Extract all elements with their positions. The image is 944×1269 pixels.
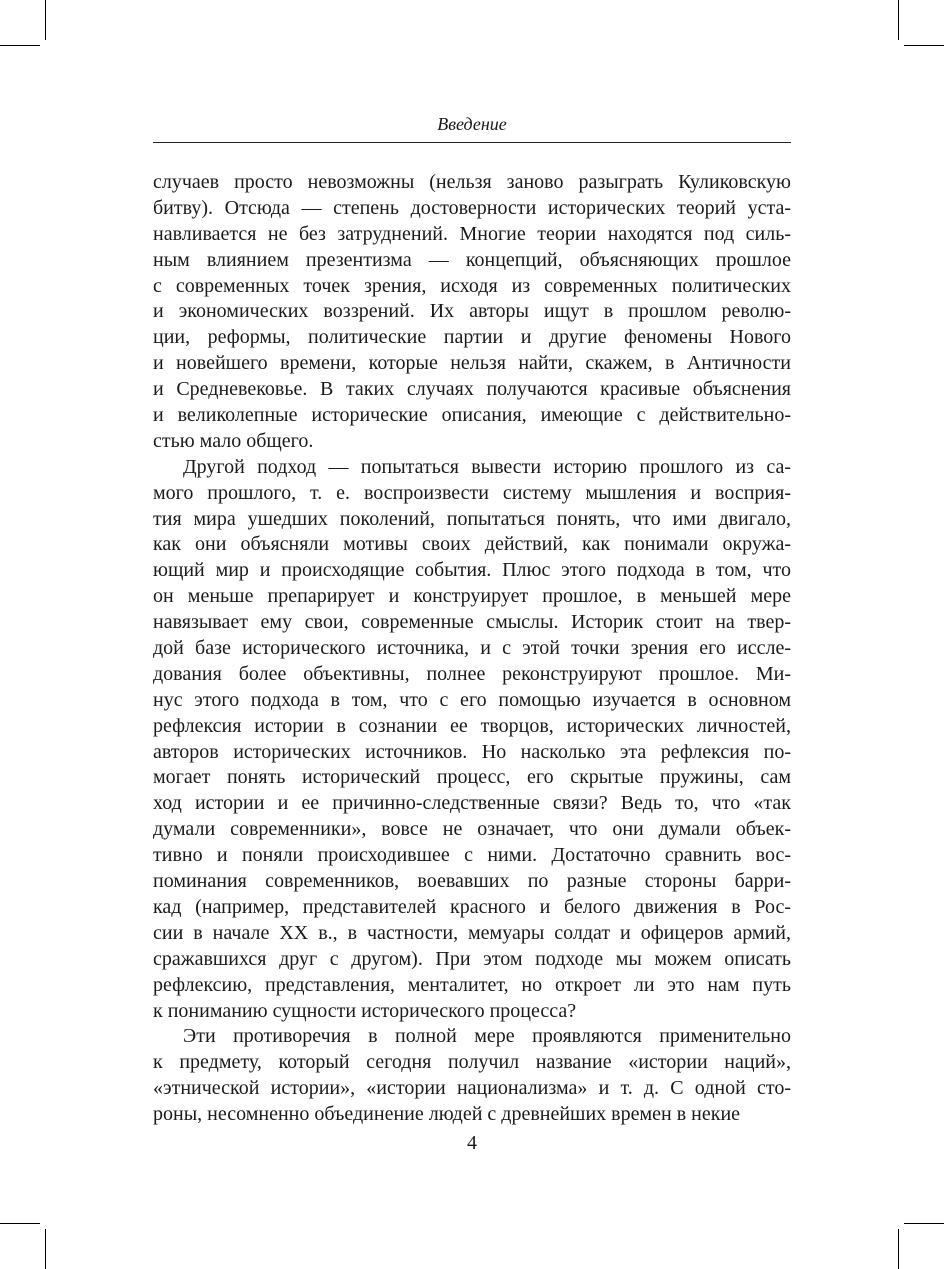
- text-line: ным влиянием презентизма — концепций, объясняющих прошлое: [153, 248, 791, 271]
- text-line: случаев просто невозможны (нельзя заново разыграть Куликовскую: [153, 171, 791, 193]
- text-line: поминания современников, воевавших по разные стороны барри-: [153, 870, 791, 893]
- text-line: дой базе исторического источника, и с этой точки зрения его иссле-: [153, 637, 791, 660]
- text-line: как они объясняли мотивы своих действий, как понимали окружа-: [153, 533, 791, 556]
- crop-mark-bottom-left-h: [0, 1223, 40, 1224]
- page-number: 4: [467, 1132, 477, 1154]
- paragraph: [153, 170, 791, 455]
- text-line: мого прошлого, т. е. воспроизвести систему мышления и восприя-: [153, 481, 791, 504]
- text-line: и Средневековье. В таких случаях получаются красивые объяснения: [153, 378, 791, 401]
- paragraph: [153, 1024, 791, 1128]
- running-head: Введение: [437, 114, 507, 134]
- text-line: и экономических воззрений. Их авторы ищут в прошлом револю-: [153, 300, 791, 323]
- text-line: рефлексию, представления, менталитет, но откроет ли это нам путь: [153, 973, 791, 996]
- text-line: и великолепные исторические описания, имеющие с действительно-: [153, 404, 791, 427]
- text-line: навязывает ему свои, современные смыслы. Историк стоит на твер-: [153, 611, 791, 634]
- text-line: навливается не без затруднений. Многие теории находятся под силь-: [153, 222, 791, 245]
- text-line: битву). Отсюда — степень достоверности исторических теорий уста-: [153, 196, 791, 219]
- paragraph: [153, 455, 791, 1025]
- text-line: могает понять исторический процесс, его скрытые пружины, сам: [153, 766, 791, 789]
- header-rule: [153, 142, 791, 143]
- text-line: сии в начале XX в., в частности, мемуары солдат и офицеров армий,: [153, 921, 791, 944]
- text-line: тия мира ушедших поколений, попытаться понять, что ими двигало,: [153, 507, 791, 530]
- body-text: [153, 170, 791, 1128]
- text-line: роны, несомненно объединение людей с древнейших времен в некие: [153, 1103, 741, 1126]
- text-line: дования более объективны, полнее реконструируют прошлое. Ми-: [153, 662, 791, 685]
- crop-mark-top-right-h: [904, 45, 944, 46]
- crop-mark-bottom-right-h: [904, 1223, 944, 1224]
- text-line: тивно и поняли происходившее с ними. Достаточно сравнить вос-: [153, 844, 791, 867]
- text-line: рефлексия истории в сознании ее творцов, исторических личностей,: [153, 714, 791, 737]
- text-line: ющий мир и происходящие события. Плюс этого подхода в том, что: [153, 559, 791, 582]
- text-line: стью мало общего.: [153, 429, 314, 452]
- text-line: к пониманию сущности исторического процесса?: [153, 999, 577, 1022]
- crop-mark-top-right: [898, 0, 899, 40]
- text-line: Эти противоречия в полной мере проявляются применительно: [183, 1025, 791, 1048]
- text-line: он меньше препарирует и конструирует прошлое, в меньшей мере: [153, 585, 791, 608]
- text-line: авторов исторических источников. Но насколько эта рефлексия по-: [153, 740, 791, 763]
- text-line: к предмету, который сегодня получил название «истории наций»,: [153, 1051, 791, 1074]
- text-line: ход истории и ее причинно-следственные связи? Ведь то, что «так: [153, 792, 791, 815]
- text-line: и новейшего времени, которые нельзя найти, скажем, в Античности: [153, 352, 791, 375]
- crop-mark-bottom-left: [45, 1229, 46, 1269]
- crop-mark-top-left: [45, 0, 46, 40]
- text-line: Другой подход — попытаться вывести историю прошлого из са-: [183, 455, 791, 478]
- text-line: ции, реформы, политические партии и другие феномены Нового: [153, 326, 791, 349]
- text-line: с современных точек зрения, исходя из современных политических: [153, 274, 791, 297]
- text-line: кад (например, представителей красного и белого движения в Рос-: [153, 895, 791, 918]
- crop-mark-bottom-right: [898, 1229, 899, 1269]
- text-line: сражавшихся друг с другом). При этом подходе мы можем описать: [153, 947, 791, 970]
- crop-mark-top-left-h: [0, 45, 40, 46]
- text-line: «этнической истории», «истории национализма» и т. д. С одной сто-: [153, 1077, 791, 1100]
- text-line: нус этого подхода в том, что с его помощью изучается в основном: [153, 688, 791, 711]
- text-line: думали современники», вовсе не означает, что они думали объек-: [153, 818, 791, 841]
